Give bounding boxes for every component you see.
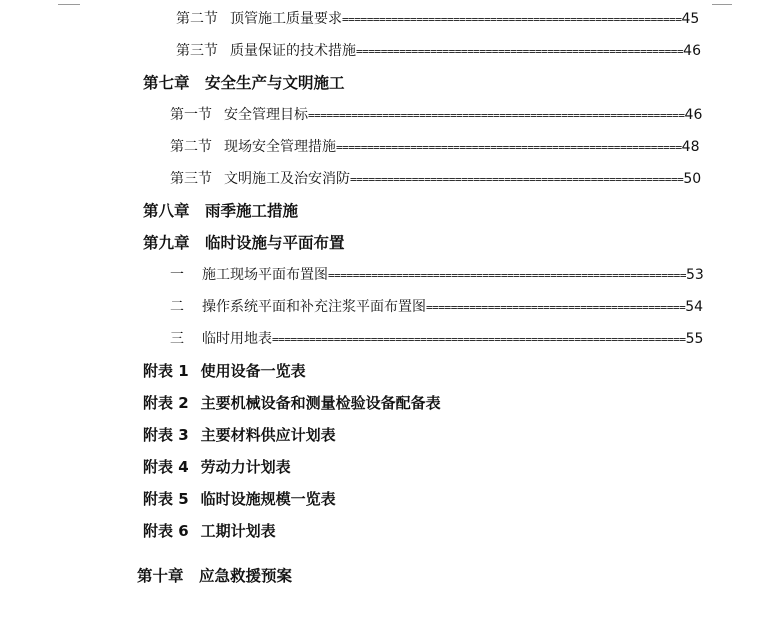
section-label: 第三节 [176,43,218,59]
toc-entry[interactable] [170,265,704,286]
dot-leader: ====================================================== [350,173,684,186]
dot-leader: ======================================================= [342,13,682,26]
appendix-label: 附表 5 [143,490,189,508]
appendix-title: 使用设备一览表 [200,362,306,380]
toc-entry[interactable] [170,169,701,190]
dot-leader: ========================================================== [328,269,687,282]
appendix-label: 附表 6 [143,522,189,540]
dot-leader: ========================================== [426,301,686,314]
section-title: 施工现场平面布置图 [202,267,328,283]
toc-entry[interactable] [170,105,702,126]
appendix-entry[interactable] [143,393,441,413]
appendix-title: 劳动力计划表 [200,458,291,476]
section-title: 现场安全管理措施 [224,139,336,155]
appendix-label: 附表 2 [143,394,189,412]
page-number: 50 [683,171,702,187]
appendix-entry[interactable] [143,457,291,477]
chapter-heading[interactable]: 第九章 临时设施与平面布置 [143,234,345,252]
page-corner-mark-left [58,0,80,5]
appendix-title: 工期计划表 [200,522,276,540]
section-label: 三 [170,331,184,347]
appendix-title: 临时设施规模一览表 [200,490,336,508]
section-title: 操作系统平面和补充注浆平面布置图 [202,299,426,315]
page-number: 48 [681,139,700,155]
dot-leader: =================================================================== [272,333,686,346]
section-label: 第二节 [170,139,212,155]
toc-entry[interactable] [176,9,699,30]
page-number: 53 [686,267,704,283]
appendix-entry[interactable] [143,361,306,381]
dot-leader: ============================================================= [308,109,685,122]
page-number: 55 [685,331,704,347]
appendix-entry[interactable] [143,425,336,445]
appendix-title: 主要机械设备和测量检验设备配备表 [200,394,441,412]
appendix-entry[interactable] [143,521,276,541]
page-number: 46 [684,107,703,123]
page-number: 46 [683,43,701,59]
toc-entry[interactable] [176,41,701,62]
section-label: 二 [170,299,184,315]
section-label: 第三节 [170,171,212,187]
appendix-label: 附表 1 [143,362,189,380]
appendix-entry[interactable] [143,489,336,509]
section-title: 质量保证的技术措施 [230,43,356,59]
toc-entry[interactable] [170,297,703,318]
section-title: 文明施工及治安消防 [224,171,350,187]
toc-entry[interactable] [170,137,700,158]
section-label: 第二节 [176,11,218,27]
section-title: 安全管理目标 [224,107,308,123]
section-title: 顶管施工质量要求 [230,11,342,27]
appendix-label: 附表 4 [143,458,189,476]
toc-entry[interactable] [170,329,703,350]
chapter-heading[interactable]: 第八章 雨季施工措施 [143,202,299,220]
appendix-title: 主要材料供应计划表 [200,426,336,444]
dot-leader: ===================================================== [356,45,684,58]
appendix-label: 附表 3 [143,426,189,444]
chapter-heading[interactable]: 第七章 安全生产与文明施工 [143,74,345,92]
page-number: 45 [681,11,700,27]
chapter-heading[interactable]: 第十章 应急救援预案 [137,567,293,585]
page-number: 54 [685,299,704,315]
dot-leader: ======================================================== [336,141,682,154]
section-label: 第一节 [170,107,212,123]
section-label: 一 [170,267,184,283]
section-title: 临时用地表 [202,331,272,347]
page-corner-mark-right [712,0,732,5]
